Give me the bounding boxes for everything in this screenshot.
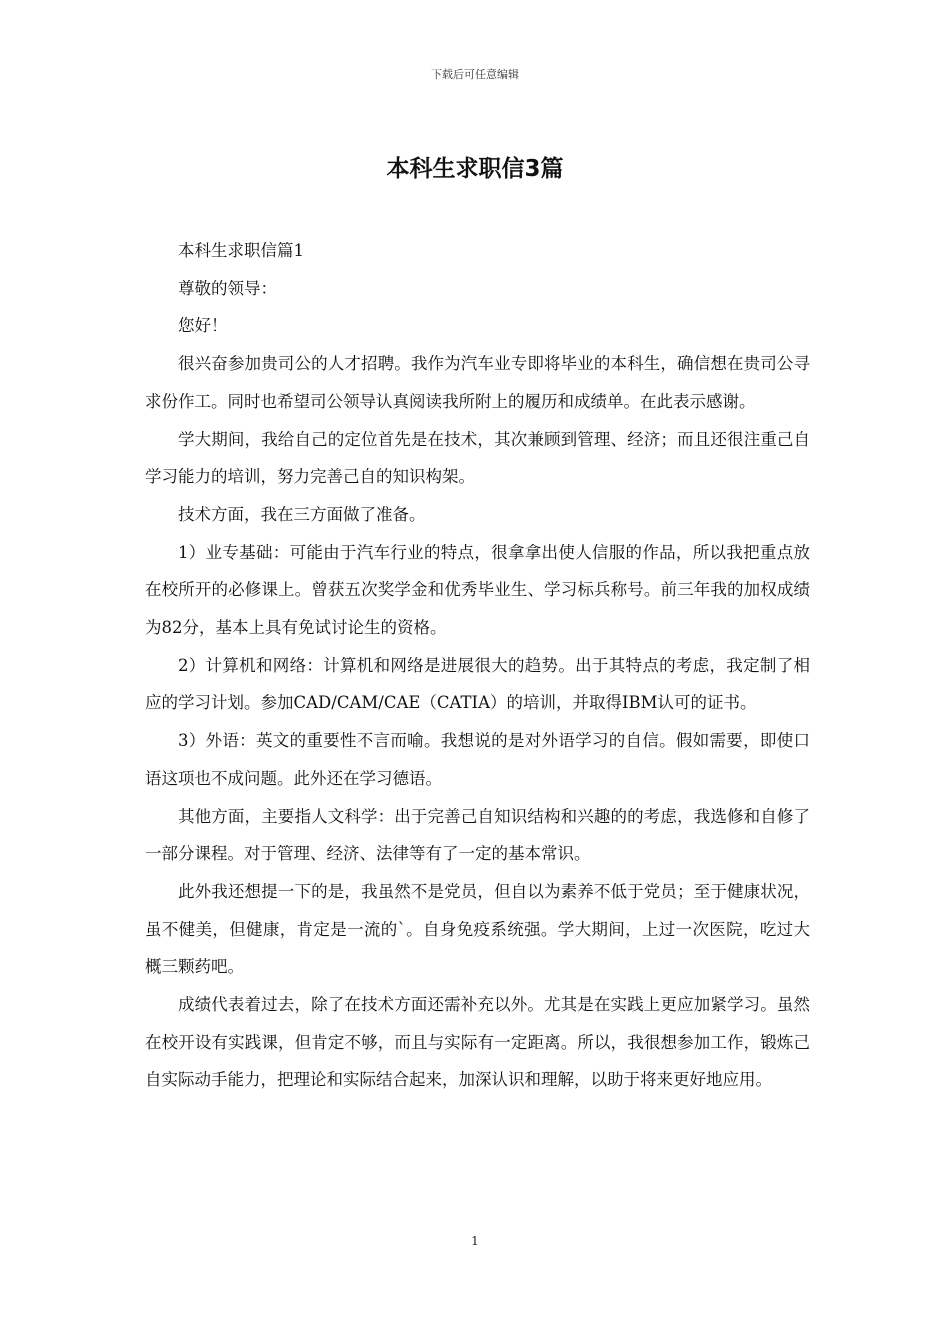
paragraph: 技术方面，我在三方面做了准备。 <box>178 504 426 524</box>
section-heading: 本科生求职信篇1 <box>178 241 304 260</box>
paragraph: 1）业专基础：可能由于汽车行业的特点，很拿拿出使人信服的作品，所以我把重点放在校所开的必修课上。曾获五次奖学金和优秀毕业生、学习标兵称号。前三年我的加权成绩为82分，基本上具有免试讨论生的资格。 <box>145 542 810 638</box>
header-note: 下载后可任意编辑 <box>431 68 519 81</box>
paragraph: 成绩代表着过去，除了在技术方面还需补充以外。尤其是在实践上更应加紧学习。虽然在校开设有实践课，但肯定不够，而且与实际有一定距离。所以，我很想参加工作，锻炼己自实际动手能力，把理论和实际结合起来，加深认识和理解，以助于将来更好地应用。 <box>145 995 810 1090</box>
greeting: 您好！ <box>178 316 228 336</box>
paragraph: 很兴奋参加贵司公的人才招聘。我作为汽车业专即将毕业的本科生，确信想在贵司公寻求份作工。同时也希望司公领导认真阅读我所附上的履历和成绩单。在此表示感谢。 <box>145 354 810 411</box>
paragraph: 2）计算机和网络：计算机和网络是进展很大的趋势。出于其特点的考虑，我定制了相应的学习计划。参加CAD/CAM/CAE（CATIA）的培训，并取得IBM认可的证书。 <box>145 655 810 713</box>
letter-body <box>145 232 810 1099</box>
paragraph: 此外我还想提一下的是，我虽然不是党员，但自以为素养不低于党员；至于健康状况，虽不健美，但健康，肯定是一流的`。自身免疫系统强。学大期间，上过一次医院，吃过大概三颗药吧。 <box>145 881 810 977</box>
paragraph: 3）外语：英文的重要性不言而喻。我想说的是对外语学习的自信。假如需要，即使口语这项也不成问题。此外还在学习德语。 <box>145 731 810 788</box>
paragraph: 其他方面，主要指人文科学：出于完善己自知识结构和兴趣的的考虑，我选修和自修了一部分课程。对于管理、经济、法律等有了一定的基本常识。 <box>145 806 810 864</box>
page-number: 1 <box>471 1234 479 1248</box>
salutation: 尊敬的领导： <box>178 278 277 298</box>
paragraph: 学大期间，我给自己的定位首先是在技术，其次兼顾到管理、经济；而且还很注重己自学习能力的培训，努力完善己自的知识构架。 <box>145 429 810 487</box>
document-title: 本科生求职信3篇 <box>386 156 564 182</box>
